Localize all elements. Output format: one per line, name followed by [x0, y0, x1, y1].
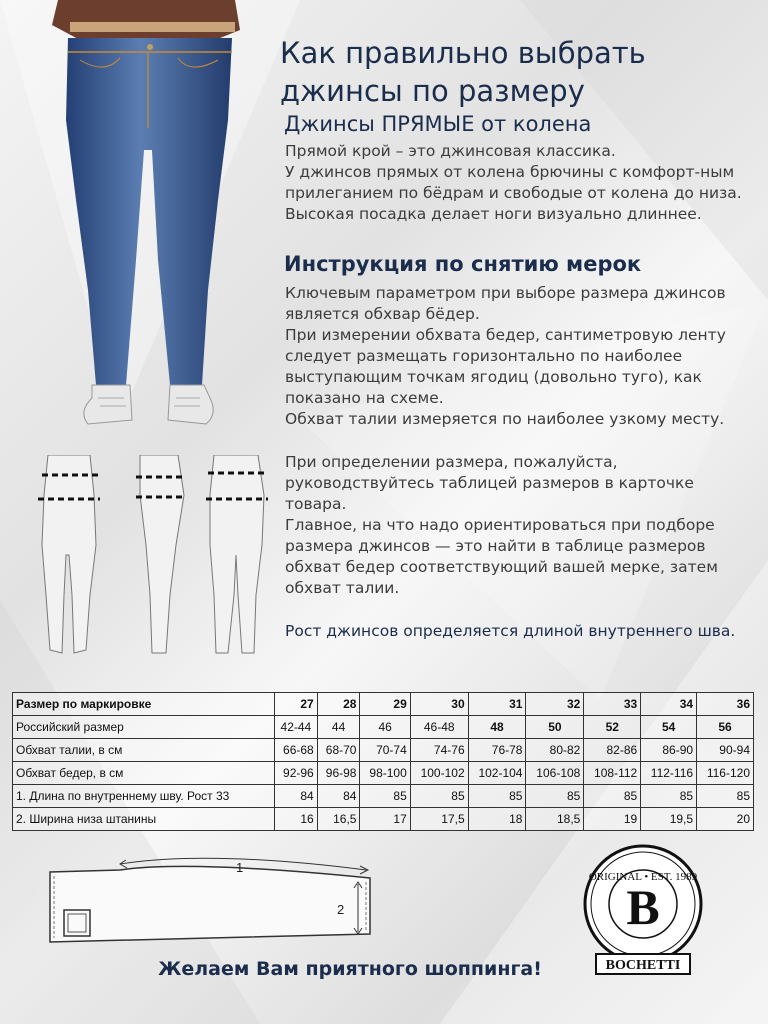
table-cell: 85 — [526, 785, 584, 808]
diagram-label-2: 2 — [337, 902, 345, 917]
logo-letter: B — [626, 879, 660, 935]
table-row — [13, 762, 754, 785]
brand-logo — [578, 842, 708, 980]
row-label: Обхват бедер, в см — [13, 762, 275, 785]
table-cell: 76-78 — [468, 739, 526, 762]
logo-name: BOCHETTI — [605, 958, 681, 973]
table-cell: 18 — [468, 808, 526, 831]
instruction-heading: Инструкция по снятию мерок — [284, 252, 642, 276]
instruction-line: Ключевым параметром при выборе размера джинсов является обхвар бёдер. — [285, 284, 726, 323]
header-cell: 34 — [641, 693, 697, 716]
table-cell: 85 — [584, 785, 641, 808]
header-cell: 27 — [275, 693, 318, 716]
table-cell: 112-116 — [641, 762, 697, 785]
table-cell: 85 — [360, 785, 410, 808]
footer-message: Желаем Вам приятного шоппинга! — [158, 958, 542, 980]
size-table — [12, 692, 754, 831]
table-cell: 85 — [697, 785, 754, 808]
table-cell: 50 — [526, 716, 584, 739]
table-cell: 19,5 — [641, 808, 697, 831]
diagram-label-1: 1 — [236, 860, 244, 875]
measurement-figures — [28, 455, 278, 660]
table-cell: 85 — [641, 785, 697, 808]
table-cell: 48 — [468, 716, 526, 739]
table-header-row — [13, 693, 754, 716]
table-cell: 46-48 — [410, 716, 468, 739]
table-cell: 44 — [317, 716, 360, 739]
instruction-line: При измерении обхвата бедер, сантиметровую ленту следует размещать горизонтально по наиболее выступающим точкам ягодиц (довольно туго), как показано на схеме. — [285, 326, 726, 407]
table-cell: 84 — [275, 785, 318, 808]
row-label: Российский размер — [13, 716, 275, 739]
table-cell: 68-70 — [317, 739, 360, 762]
table-cell: 74-76 — [410, 739, 468, 762]
table-cell: 100-102 — [410, 762, 468, 785]
header-cell: Размер по маркировке — [13, 693, 275, 716]
header-cell: 36 — [697, 693, 754, 716]
table-cell: 56 — [697, 716, 754, 739]
header-cell: 30 — [410, 693, 468, 716]
table-cell: 18,5 — [526, 808, 584, 831]
table-cell: 66-68 — [275, 739, 318, 762]
instruction-line: Обхват талии измеряется по наиболее узкому месту. — [285, 410, 725, 428]
table-cell: 16 — [275, 808, 318, 831]
height-note: Рост джинсов определяется длиной внутреннего шва. — [285, 622, 736, 640]
table-cell: 108-112 — [584, 762, 641, 785]
table-cell: 17,5 — [410, 808, 468, 831]
header-cell: 29 — [360, 693, 410, 716]
row-label: 1. Длина по внутреннему шву. Рост 33 — [13, 785, 275, 808]
table-cell: 92-96 — [275, 762, 318, 785]
table-cell: 85 — [468, 785, 526, 808]
table-cell: 116-120 — [697, 762, 754, 785]
logo-top-text: ORIGINAL • EST. 1989 — [588, 871, 698, 883]
table-row — [13, 739, 754, 762]
table-cell: 54 — [641, 716, 697, 739]
table-row — [13, 808, 754, 831]
header-cell: 31 — [468, 693, 526, 716]
jeans-illustration — [40, 0, 260, 440]
table-cell: 90-94 — [697, 739, 754, 762]
page-title: Как правильно выбрать джинсы по размеру — [280, 36, 646, 108]
intro-line: Высокая посадка делает ноги визуально длиннее. — [285, 205, 702, 223]
table-row — [13, 716, 754, 739]
header-cell: 32 — [526, 693, 584, 716]
table-cell: 84 — [317, 785, 360, 808]
intro-line: Прямой крой – это джинсовая классика. — [285, 142, 616, 160]
table-cell: 16,5 — [317, 808, 360, 831]
table-cell: 106-108 — [526, 762, 584, 785]
table-cell: 82-86 — [584, 739, 641, 762]
table-cell: 102-104 — [468, 762, 526, 785]
table-cell: 70-74 — [360, 739, 410, 762]
table-cell: 42-44 — [275, 716, 318, 739]
table-cell: 80-82 — [526, 739, 584, 762]
row-label: 2. Ширина низа штанины — [13, 808, 275, 831]
pants-diagram — [40, 852, 380, 952]
advice-line: Главное, на что надо ориентироваться при подборе размера джинсов — это найти в таблице размеров обхват бедер соответствующий вашей мерке, затем обхват талии. — [285, 516, 718, 597]
table-cell: 85 — [410, 785, 468, 808]
advice-text — [285, 452, 755, 599]
table-cell: 19 — [584, 808, 641, 831]
table-cell: 17 — [360, 808, 410, 831]
intro-text — [285, 141, 755, 225]
jeans-type-subtitle: Джинсы ПРЯМЫЕ от колена — [284, 112, 592, 136]
row-label: Обхват талии, в см — [13, 739, 275, 762]
table-cell: 46 — [360, 716, 410, 739]
table-cell: 52 — [584, 716, 641, 739]
advice-line: При определении размера, пожалуйста, руководствуйтесь таблицей размеров в карточке товара. — [285, 453, 694, 513]
table-cell: 96-98 — [317, 762, 360, 785]
table-cell: 98-100 — [360, 762, 410, 785]
table-cell: 20 — [697, 808, 754, 831]
table-cell: 86-90 — [641, 739, 697, 762]
instruction-text — [285, 283, 755, 430]
table-row — [13, 785, 754, 808]
intro-line: У джинсов прямых от колена брючины с комфорт-ным прилеганием по бёдрам и свободые от колена до низа. — [285, 163, 742, 202]
header-cell: 33 — [584, 693, 641, 716]
header-cell: 28 — [317, 693, 360, 716]
